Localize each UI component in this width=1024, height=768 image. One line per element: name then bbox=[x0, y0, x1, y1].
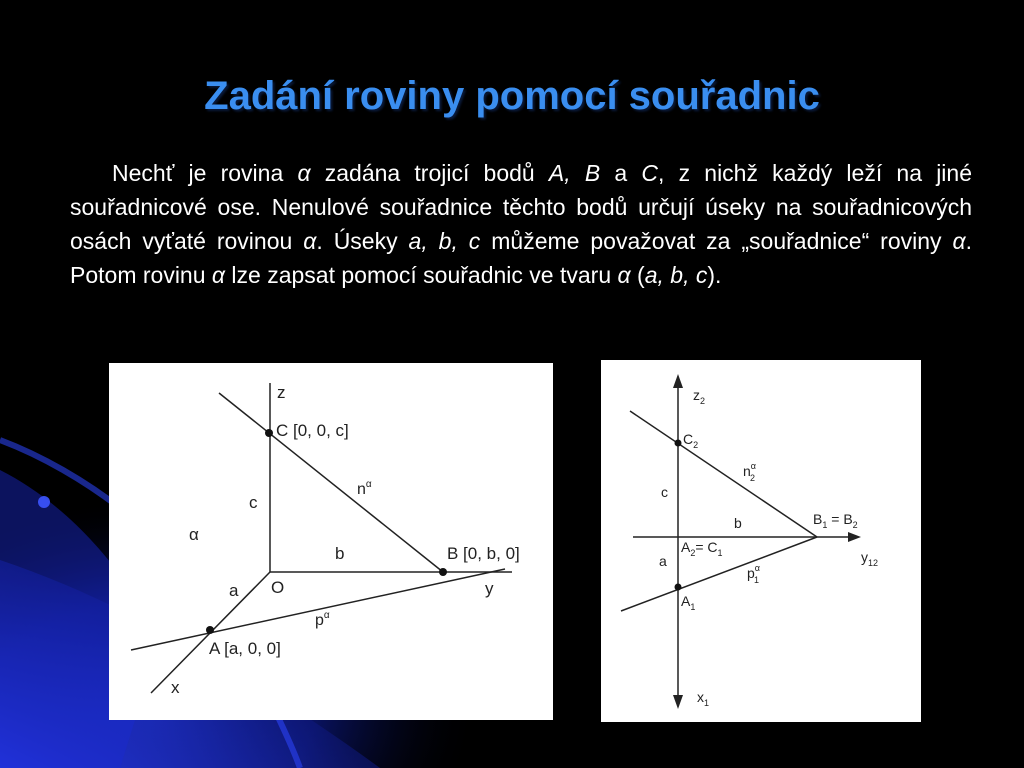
trace-n bbox=[219, 393, 443, 572]
trace-p bbox=[131, 569, 505, 650]
label-b1-eq-b2: $B_1 = B_2$ bbox=[813, 511, 858, 530]
arrow-up bbox=[673, 374, 683, 388]
point-c2 bbox=[675, 440, 682, 447]
label-y12: $y_{12}$ bbox=[861, 549, 879, 568]
label-seg-b: b bbox=[335, 544, 345, 563]
label-point-a: A [a, 0, 0] bbox=[209, 639, 281, 658]
slide-title: Zadání roviny pomocí souřadnic bbox=[204, 74, 820, 118]
label-c2: $C_2$ bbox=[683, 431, 699, 450]
label-y: y bbox=[485, 579, 494, 598]
label-x1: $x_1$ bbox=[697, 689, 710, 708]
point-a1 bbox=[675, 584, 682, 591]
monge-diagram bbox=[601, 360, 921, 722]
label-z2: $z_2$ bbox=[693, 387, 706, 406]
label-seg-b: b bbox=[734, 515, 742, 531]
body-paragraph: Nechť je rovina α zadána trojicí bodů A, B a C, z nichž každý leží na jiné souřadnicové ose. Nenulové souřadnice těchto bodů určují úseky na souřadnicových osách vyťaté rovinou α. Úseky a, b, c můžeme považovat za „souřadnice“ roviny α. Potom rovinu α lze zapsat pomocí souřadnic ve tvaru α (a, b, c). bbox=[70, 160, 972, 288]
label-seg-c: c bbox=[249, 493, 258, 512]
label-point-b: B [0, b, 0] bbox=[447, 544, 520, 563]
label-trace-n: $n^\alpha$ bbox=[357, 479, 372, 498]
label-seg-c: c bbox=[661, 484, 668, 500]
monge-projection-figure bbox=[601, 360, 921, 722]
label-point-c: C [0, 0, c] bbox=[276, 421, 349, 440]
point-b bbox=[439, 568, 447, 576]
trace-n2 bbox=[630, 411, 817, 537]
point-a bbox=[206, 626, 214, 634]
label-z: z bbox=[277, 383, 286, 402]
arrow-down bbox=[673, 695, 683, 709]
label-n2: $n^\alpha$ 2 bbox=[743, 461, 756, 483]
label-p1: $p^\alpha$ 1 bbox=[747, 563, 760, 585]
label-plane-alpha: α bbox=[189, 525, 199, 544]
label-seg-a: a bbox=[659, 553, 667, 569]
axonometric-figure bbox=[109, 363, 553, 720]
label-a1: $A_1$ bbox=[681, 593, 696, 612]
label-origin: O bbox=[271, 578, 285, 597]
label-x: x bbox=[171, 678, 180, 697]
label-trace-p: $p^\alpha$ bbox=[315, 610, 330, 629]
axonometric-diagram bbox=[109, 363, 553, 720]
point-c bbox=[265, 429, 273, 437]
arrow-right bbox=[848, 532, 861, 542]
label-a2-eq-c1: $A_2= C_1$ bbox=[681, 539, 723, 558]
label-seg-a: a bbox=[229, 581, 239, 600]
